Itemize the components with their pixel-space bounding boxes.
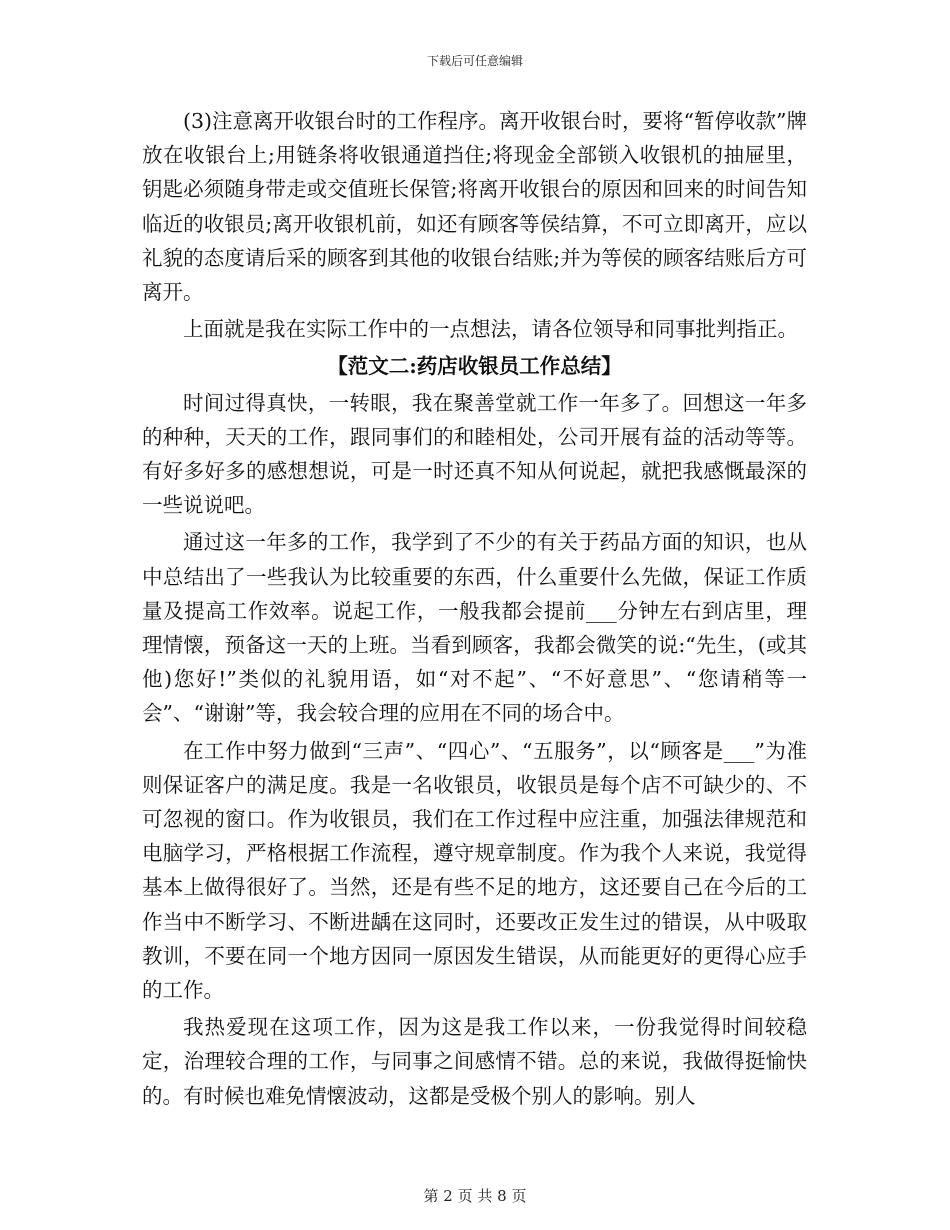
paragraph-intro: 时间过得真快，一转眼，我在聚善堂就工作一年多了。回想这一年多的种种，天天的工作，跟同事们的和睦相处，公司开展有益的活动等等。有好多好多的感想想说，可是一时还真不知从何说起，就把我感慨最深的一些说说吧。 [142, 390, 807, 518]
page-number: 第 2 页 共 8 页 [423, 1187, 527, 1205]
paragraph-love-work: 我热爱现在这项工作，因为这是我工作以来，一份我觉得时间较稳定，治理较合理的工作，与同事之间感情不错。总的来说，我做得挺愉快的。有时候也难免情懐波动，这都是受极个别人的影响。别人 [142, 1015, 807, 1108]
paragraph-service-standards: 在工作中努力做到“三声”、“四心”、“五服务”，以“顾客是___”为准则保证客户的满足度。我是一名收银员，收银员是每个店不可缺少的、不可忽视的窗口。作为收银员，我们在工作过程中应注重，加强法律规范和电脑学习，严格根据工作流程，遵守规章制度。作为我个人来说，我觉得基本上做得很好了。当然，还是有些不足的地方，这还要自己在今后的工作当中不断学习、不断进龋在这同时，还要改正发生过的错误，从中吸取教训，不要在同一个地方因同一原因发生错误，从而能更好的更得心应手的工作。 [142, 738, 807, 1003]
document-body [142, 104, 807, 1116]
paragraph-closing-remark: 上面就是我在实际工作中的一点想法，请各位领导和同事批判指正。 [183, 317, 798, 342]
paragraph-knowledge: 通过这一年多的工作，我学到了不少的有关于药品方面的知识，也从中总结出了一些我认为比较重要的东西，什么重要什么先做，保证工作质量及提高工作效率。说起工作，一般我都会提前___分钟左右到店里，理理情懐，预备这一天的上班。当看到顾客，我都会微笑的说:“先生，(或其他)您好!”类似的礼貌用语，如“对不起”、“不好意思”、“您请稍等一会”、“谢谢”等，我会较合理的应用在不同的场合中。 [142, 530, 807, 726]
paragraph-leave-register-procedure: (3)注意离开收银台时的工作程序。离开收银台时，要将“暂停收款”牌放在收银台上;用链条将收银通道挡住;将现金全部锁入收银机的抽屉里，钥匙必须随身带走或交值班长保管;将离开收银台的原因和回来的时间告知临近的收银员;离开收银机前，如还有顾客等侯结算，不可立即离开，应以礼貌的态度请后采的顾客到其他的收银台结账;并为等侯的顾客结账后方可离开。 [142, 109, 807, 305]
section-title: 【范文二:药店收银员工作总结】 [327, 354, 622, 379]
page-header-note: 下载后可任意编辑 [426, 54, 523, 68]
